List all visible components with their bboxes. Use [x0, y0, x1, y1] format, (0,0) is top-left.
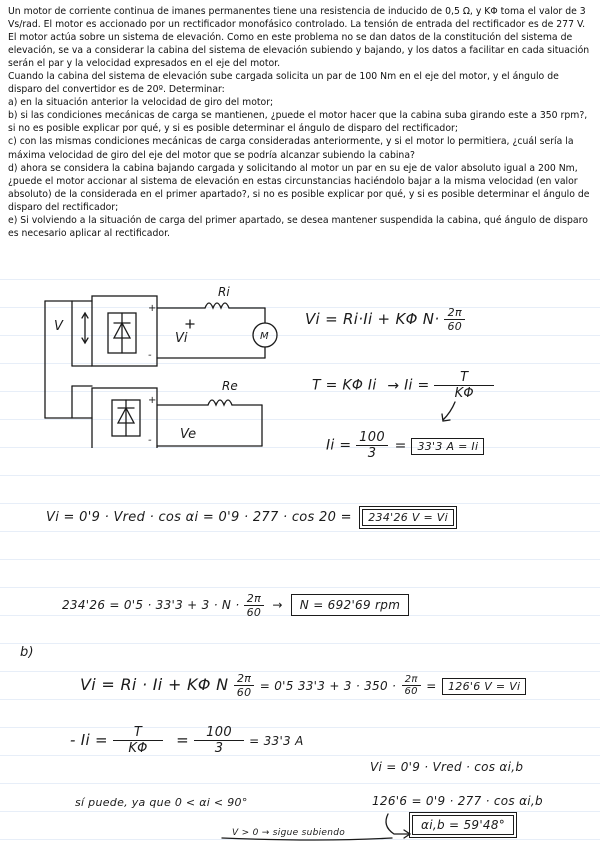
eq-b-current: - Ii = $\frac{T}{K\Phi}$ = $\frac{100}{3}$ = 33'3 A	[70, 725, 304, 756]
eq-b-cos: 126'6 = 0'9 · 277 · cos αi,b	[372, 794, 543, 808]
result-vi: 234'26 V = Vi	[362, 509, 454, 526]
question-c: c) con las mismas condiciones mecánicas de carga consideradas anteriormente, y si el motor lo permitiera, ¿cuál sería la máxima velocidad de giro del eje del motor que se podría alcanzar subiendo la cabina?	[8, 136, 574, 161]
problem-intro: Un motor de corriente continua de imanes permanentes tiene una resistencia de inducido de 0,5 Ω, y KΦ toma el valor de 3 Vs/rad. El motor es accionado por un rectificador monofásico controlado. La tensión de entrada del rectificador es de 277 V. El motor actúa sobre un sistema de elevación. Como en este problema no se dan datos de la constitución del sistema de elevación, se va a considerar la cabina del sistema de elevación subiendo y bajando, y los datos a facilitar en cada situación serán el par y la velocidad expresados en el eje del motor.	[8, 6, 590, 70]
result-current: 33'3 A = Ii	[411, 438, 484, 455]
eq-speed: 234'26 = 0'5 · 33'3 + 3 · N · $\frac{2\pi}{60}$ → N = 692'69 rpm	[62, 592, 409, 619]
motor-label: M	[260, 331, 269, 342]
label-Ri: Ri	[218, 285, 230, 299]
result-speed: N = 692'69 rpm	[291, 594, 409, 616]
eq-vi-rectifier: Vi = 0'9 · Vred · cos αi = 0'9 · 277 · cos 20 = 234'26 V = Vi	[46, 510, 454, 525]
eq-b-vi-rect: Vi = 0'9 · Vred · cos αi,b	[370, 760, 524, 774]
label-Ve: Ve	[180, 427, 197, 442]
result-alpha-b: αi,b = 59'48°	[412, 818, 514, 832]
part-b-label: b)	[20, 645, 34, 660]
question-a: a) en la situación anterior la velocidad de giro del motor;	[8, 97, 274, 109]
question-e: e) Si volviendo a la situación de carga del primer apartado, se desea mantener suspendida la cabina, qué ángulo de disparo es necesario aplicar al rectificador.	[8, 214, 588, 239]
eq-current: Ii = $\frac{100}{3}$ = 33'3 A = Ii	[326, 430, 484, 461]
label-Vi: Vi	[175, 331, 188, 346]
svg-text:-: -	[148, 350, 152, 361]
underline-stroke	[222, 838, 392, 840]
note-b-v: V > 0 → sigue subiendo	[232, 828, 346, 838]
label-V: V	[54, 319, 63, 334]
eq-torque: T = KΦ Ii → Ii = $\frac{T}{K\Phi}$	[312, 370, 494, 401]
problem-setup: Cuando la cabina del sistema de elevación sube cargada solicita un par de 100 Nm en el eje del motor, y el ángulo de disparo del convertidor es de 20º. Determinar:	[8, 71, 559, 96]
eq-b-vi: Vi = Ri · Ii + KΦ N $\frac{2\pi}{60}$ = 0'5 33'3 + 3 · 350 · $\frac{2\pi}{60}$ = 126'6 V = Vi	[80, 672, 526, 699]
eq-vi: Vi = Ri·Ii + KΦ N· $\frac{2\pi}{60}$	[305, 306, 465, 333]
svg-text:+: +	[148, 303, 157, 314]
svg-text:+: +	[148, 395, 157, 406]
note-b-yes: sí puede, ya que 0 < αi < 90°	[75, 796, 248, 809]
label-Re: Re	[222, 379, 238, 393]
arrow-down-stroke	[443, 402, 455, 420]
question-d: d) ahora se considera la cabina bajando cargada y solicitando al motor un par en su eje de valor absoluto igual a 200 Nm, ¿puede el motor accionar al sistema de elevación en estas circunstancias haciéndolo bajar a la misma velocidad (en valor absoluto) de la considerada en el primer apartado?, si no es posible explicar por qué, y si es posible determinar el ángulo de disparo del rectificador;	[8, 162, 590, 213]
result-b-vi: 126'6 V = Vi	[442, 678, 526, 695]
question-b: b) si las condiciones mecánicas de carga se mantienen, ¿puede el motor hacer que la cabina suba girando este a 350 rpm?, si no es posible explicar por qué, y si es posible determinar el ángulo de disparo del rectificador;	[8, 110, 588, 135]
svg-text:-: -	[148, 435, 152, 446]
